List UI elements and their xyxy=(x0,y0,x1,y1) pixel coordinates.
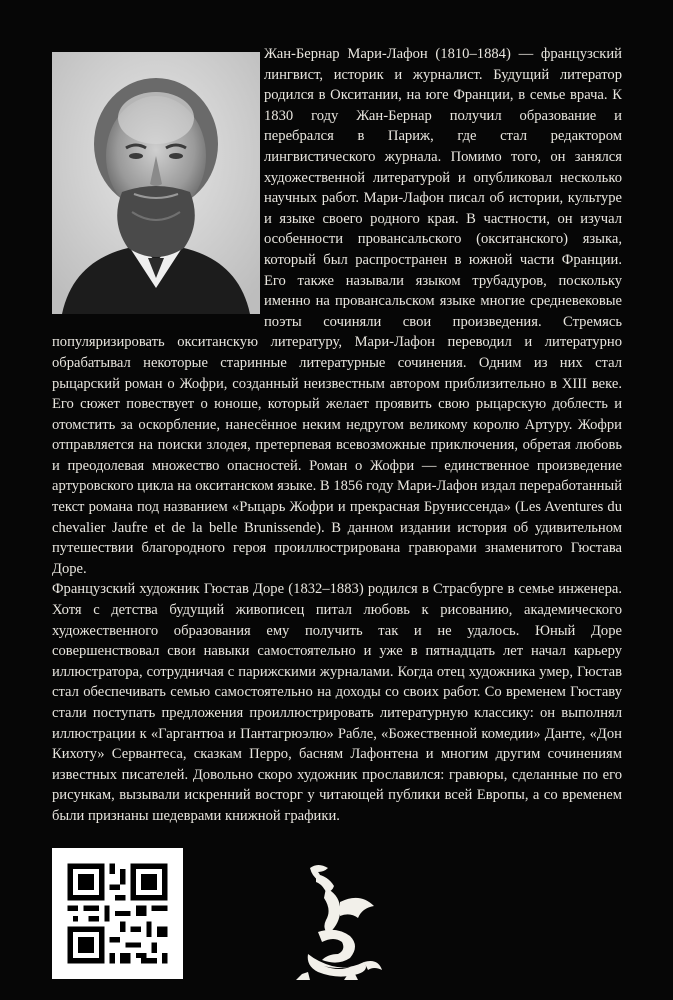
dragon-logo-icon xyxy=(288,862,384,980)
author-paragraph: Жан-Бернар Мари-Лафон (1810–1884) — французский лингвист, историк и журналист. Будущий литератор родился в Окситании, на юге Франции, в семье врача. К 1830 году Жан-Бернар получил образование и перебрался в Париж, где стал редактором лингвистического журнала. Помимо того, он занялся художественной литературой и опубликовал несколько научных работ. Мари-Лафон писал об истории, культуре и языке своего родного края. В частности, он изучал особенности провансальского (окситанского) языка, который был распространен в южной части Франции. Его также называли языком трубадуров, поскольку именно на провансальском языке многие средневековые поэты сочиняли свои произведения. Стремясь популяризировать окситанскую литературу, Мари-Лафон переводил и литературно обрабатывал некоторые старинные литературные сочинения. Одним из них стал рыцарский роман о Жофри, созданный неизвестным автором приблизительно в XIII веке. Его сюжет повествует о юноше, который желает проявить свою рыцарскую доблесть и отомстить за оскорбление, нанесённое неким недругом великому королю Артуру. Жофри отправляется на поиски злодея, претерпевая всевозможные приключения, обретая любовь и преодолевая множество опасностей. Роман о Жофри — единственное произведение артуровского цикла на окситанском языке. В 1856 году Мари-Лафон издал переработанный текст романа под названием «Рыцарь Жофри и прекрасная Бруниссенда» (Les Aventures du chevalier Jaufre et de la belle Brunissende). В данном издании история об удивительном путешествии благородного героя проиллюстрирована гравюрами знаменитого Гюстава Доре. xyxy=(52,46,622,577)
publisher-logo xyxy=(288,862,384,980)
portrait-spacer xyxy=(52,44,264,324)
qr-code[interactable] xyxy=(52,848,183,979)
illustrator-paragraph: Французский художник Гюстав Доре (1832–1883) родился в Страсбурге в семье инженера. Хотя с детства будущий живописец питал любовь к рисованию, академического художественного образования ему получить так и не удалось. Юный Доре совершенствовал свои навыки самостоятельно и уже в пятнадцать лет начал карьеру иллюстратора, сотрудничая с парижскими журналами. Когда отец художника умер, Гюстав стал обеспечивать семью самостоятельно на доходы со своих работ. Со временем Гюставу стали поступать предложения проиллюстрировать литературную классику: он выполнял иллюстрации к «Гаргантюа и Пантагрюэлю» Рабле, «Божественной комедии» Данте, «Дон Кихоту» Сервантеса, сказкам Перро, басням Лафонтена и многим другим сочинениям известных писателей. Довольно скоро художник прославился: гравюры, сделанные по его рисункам, вызывали искренний восторг у читающей публики всей Европы, а со временем были признаны шедеврами книжной графики. xyxy=(52,581,622,824)
biography-text xyxy=(52,44,622,827)
qr-code-icon xyxy=(52,848,183,979)
